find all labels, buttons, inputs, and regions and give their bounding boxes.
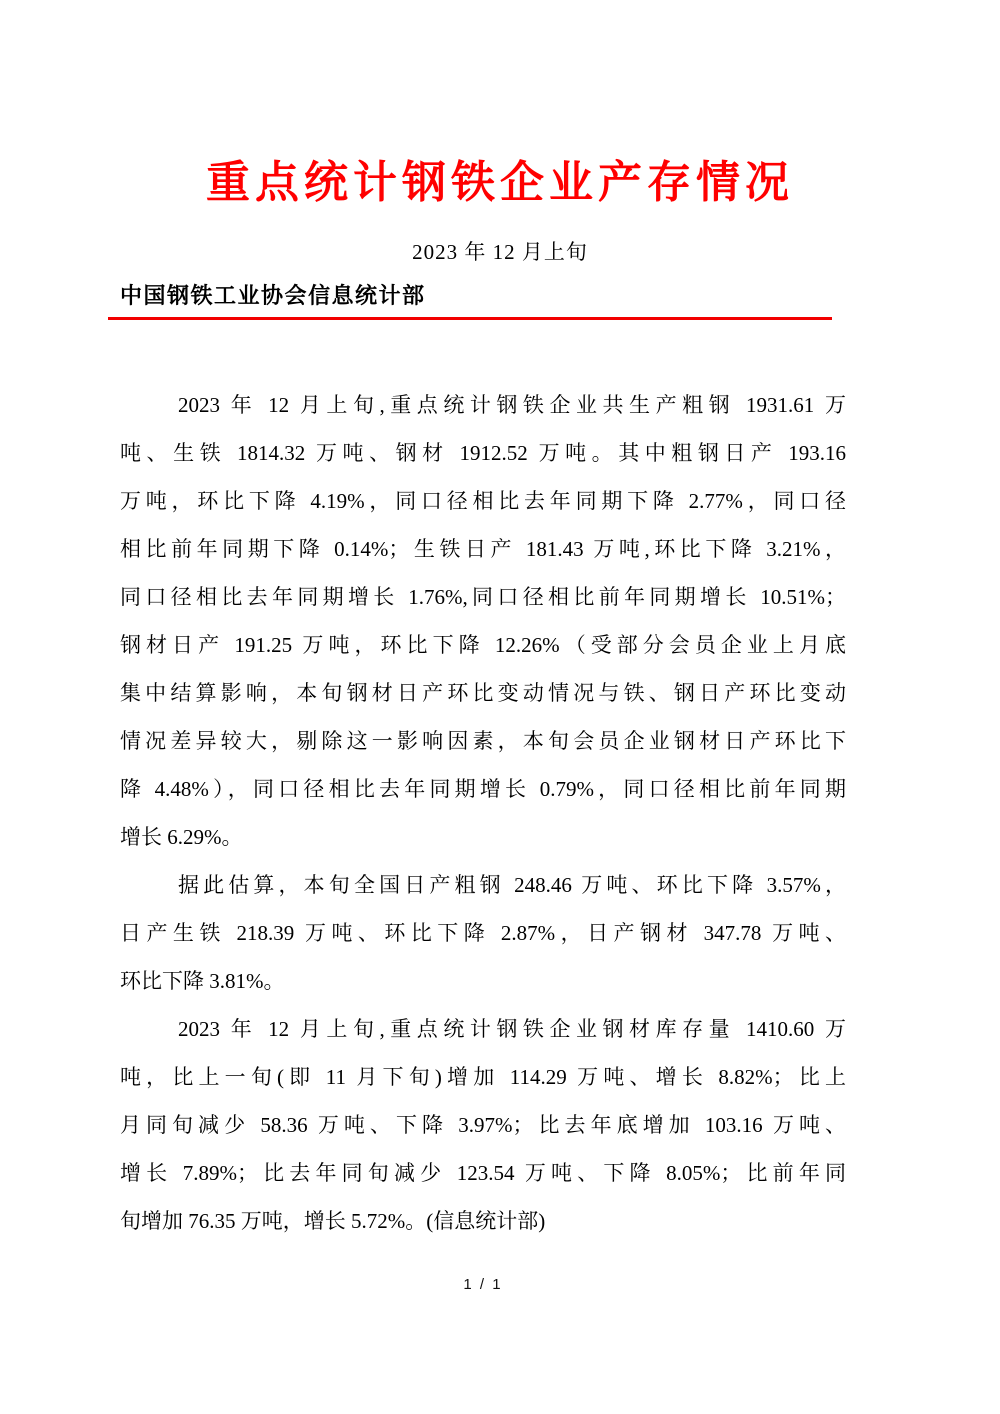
- text-line: 增长 7.89%；比去年同旬减少 123.54 万吨、下降 8.05%；比前年同: [120, 1161, 846, 1185]
- document-body: [120, 381, 846, 1245]
- text-line: 环比下降 3.81%。: [120, 969, 285, 993]
- text-line: 日产生铁 218.39 万吨、环比下降 2.87%，日产钢材 347.78 万吨、: [120, 921, 846, 945]
- department-name: 中国钢铁工业协会信息统计部: [120, 283, 426, 308]
- text-line: 吨、生铁 1814.32 万吨、钢材 1912.52 万吨。其中粗钢日产 193.16: [120, 441, 846, 465]
- text-line: 同口径相比去年同期增长 1.76%,同口径相比前年同期增长 10.51%；: [120, 585, 846, 609]
- text-line: 据此估算，本旬全国日产粗钢 248.46 万吨、环比下降 3.57%，: [178, 873, 846, 897]
- text-line: 2023 年 12 月上旬,重点统计钢铁企业共生产粗钢 1931.61 万: [178, 393, 846, 417]
- text-line: 情况差异较大，剔除这一影响因素，本旬会员企业钢材日产环比下: [120, 729, 846, 753]
- text-line: 增长 6.29%。: [120, 825, 243, 849]
- page-number: 1 / 1: [463, 1276, 503, 1293]
- paragraph-national-estimate: [120, 861, 846, 1005]
- text-line: 吨，比上一旬(即 11 月下旬)增加 114.29 万吨、增长 8.82%；比上: [120, 1065, 846, 1089]
- document-title: 重点统计钢铁企业产存情况: [206, 158, 794, 207]
- text-line: 万吨，环比下降 4.19%，同口径相比去年同期下降 2.77%，同口径: [120, 489, 846, 513]
- document-subtitle: 2023 年 12 月上旬: [412, 240, 588, 264]
- text-line: 旬增加 76.35 万吨，增长 5.72%。(信息统计部): [120, 1209, 546, 1233]
- text-line: 相比前年同期下降 0.14%；生铁日产 181.43 万吨,环比下降 3.21%，: [120, 537, 846, 561]
- text-line: 集中结算影响，本旬钢材日产环比变动情况与铁、钢日产环比变动: [120, 681, 846, 705]
- red-divider-rule: [108, 317, 832, 320]
- text-line: 2023 年 12 月上旬,重点统计钢铁企业钢材库存量 1410.60 万: [178, 1017, 846, 1041]
- text-line: 钢材日产 191.25 万吨，环比下降 12.26%（受部分会员企业上月底: [120, 633, 846, 657]
- text-line: 降 4.48%），同口径相比去年同期增长 0.79%，同口径相比前年同期: [120, 777, 846, 801]
- text-line: 月同旬减少 58.36 万吨、下降 3.97%；比去年底增加 103.16 万吨、: [120, 1113, 846, 1137]
- paragraph-production: [120, 381, 846, 861]
- paragraph-inventory: [120, 1005, 846, 1245]
